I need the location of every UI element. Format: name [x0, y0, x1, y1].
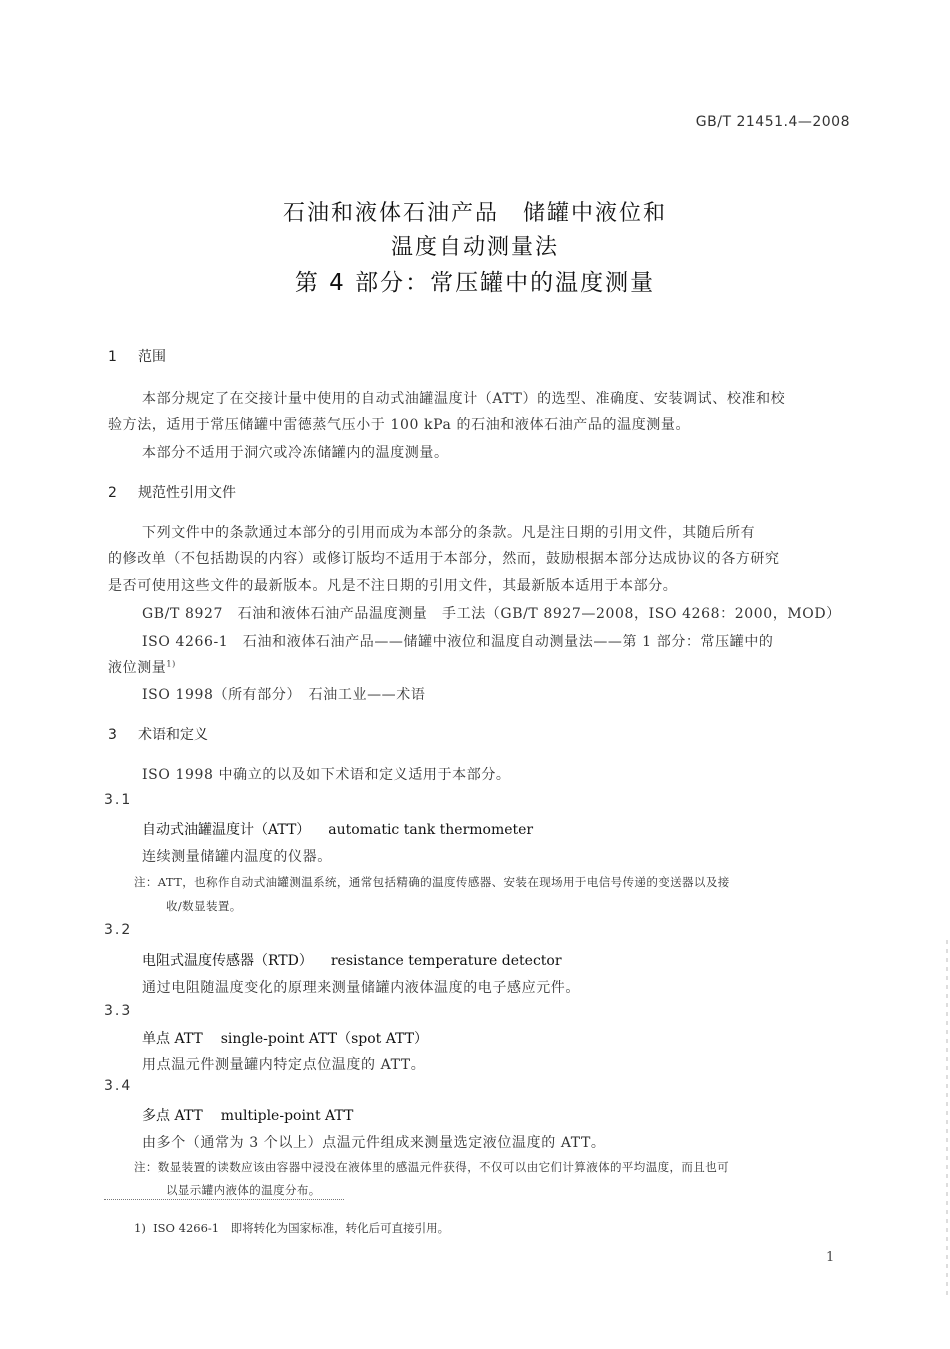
reference-iso-4266-1: ISO 4266-1 石油和液体石油产品——储罐中液位和温度自动测量法——第 1 部分：常压罐中的 [142, 634, 774, 650]
term-number: 3.4 [104, 1078, 133, 1094]
reference-continuation [108, 657, 176, 677]
section-number: 2 [108, 485, 117, 501]
term-number: 3.3 [104, 1003, 133, 1019]
title-line-3: 第 4 部分：常压罐中的温度测量 [294, 270, 656, 296]
term-entry [142, 819, 533, 839]
term-zh: 多点 ATT [142, 1108, 203, 1124]
term-note: 注：ATT，也称作自动式油罐测温系统，通常包括精确的温度传感器、安装在现场用于电信号传递的变送器以及接 [134, 875, 730, 889]
term-en: automatic tank thermometer [328, 822, 534, 838]
section-2-heading [108, 482, 236, 502]
paragraph-line: 下列文件中的条款通过本部分的引用而成为本部分的条款。凡是注日期的引用文件，其随后所有 [142, 525, 756, 541]
term-en: single-point ATT（spot ATT） [220, 1031, 429, 1047]
section-number: 3 [108, 727, 117, 743]
section-title: 规范性引用文件 [138, 485, 236, 501]
section-title: 范围 [138, 349, 166, 365]
term-definition: 用点温元件测量罐内特定点位温度的 ATT。 [142, 1057, 426, 1073]
reference-gb-8927: GB/T 8927 石油和液体石油产品温度测量 手工法（GB/T 8927—2008，ISO 4268：2000，MOD） [142, 606, 841, 622]
title-line-2: 温度自动测量法 [390, 235, 559, 260]
term-entry [142, 1105, 353, 1125]
term-zh: 自动式油罐温度计（ATT） [142, 822, 311, 838]
term-en: resistance temperature detector [330, 953, 562, 969]
standard-code: GB/T 21451.4—2008 [695, 114, 850, 130]
reference-iso-1998: ISO 1998（所有部分） 石油工业——术语 [142, 687, 426, 703]
term-note: 注：数显装置的读数应该由容器中浸没在液体里的感温元件获得，不仅可以由它们计算液体的平均温度，而且也可 [134, 1160, 729, 1174]
section-number: 1 [108, 349, 117, 365]
paragraph-line: 是否可使用这些文件的最新版本。凡是不注日期的引用文件，其最新版本适用于本部分。 [108, 578, 678, 594]
term-zh: 单点 ATT [142, 1031, 203, 1047]
footnote-text: ISO 4266-1 即将转化为国家标准，转化后可直接引用。 [153, 1221, 450, 1235]
term-definition: 由多个（通常为 3 个以上）点温元件组成来测量选定液位温度的 ATT。 [142, 1135, 606, 1151]
term-definition: 通过电阻随温度变化的原理来测量储罐内液体温度的电子感应元件。 [142, 980, 580, 996]
section-title: 术语和定义 [138, 727, 208, 743]
term-note-continuation: 收/数显装置。 [166, 899, 242, 913]
paragraph-line: 本部分规定了在交接计量中使用的自动式油罐温度计（ATT）的选型、准确度、安装调试、校准和校 [142, 391, 786, 407]
term-definition: 连续测量储罐内温度的仪器。 [142, 849, 332, 865]
paragraph-line: 的修改单（不包括勘误的内容）或修订版均不适用于本部分，然而，鼓励根据本部分达成协议的各方研究 [108, 551, 780, 567]
term-zh: 电阻式温度传感器（RTD） [142, 953, 313, 969]
footnote [134, 1220, 449, 1236]
term-number: 3.2 [104, 922, 133, 938]
paragraph-line: 验方法，适用于常压储罐中雷德蒸气压小于 100 kPa 的石油和液体石油产品的温度测量。 [108, 417, 691, 433]
paragraph-line: ISO 1998 中确立的以及如下术语和定义适用于本部分。 [142, 767, 511, 783]
footnote-mark: 1) [134, 1221, 146, 1235]
title-line-1: 石油和液体石油产品 储罐中液位和 [282, 201, 667, 226]
term-note-continuation: 以显示罐内液体的温度分布。 [166, 1183, 321, 1197]
page-number: 1 [826, 1250, 835, 1265]
footnote-separator [104, 1199, 344, 1200]
scan-edge-mark [946, 940, 948, 1300]
section-3-heading [108, 724, 208, 744]
term-en: multiple-point ATT [220, 1108, 354, 1124]
term-number: 3.1 [104, 792, 133, 808]
section-1-heading [108, 346, 166, 366]
reference-text: 液位测量 [108, 660, 167, 676]
term-entry [142, 950, 562, 970]
footnote-ref-mark: 1) [166, 659, 176, 669]
term-entry [142, 1028, 428, 1048]
paragraph-line: 本部分不适用于洞穴或冷冻储罐内的温度测量。 [142, 445, 449, 461]
